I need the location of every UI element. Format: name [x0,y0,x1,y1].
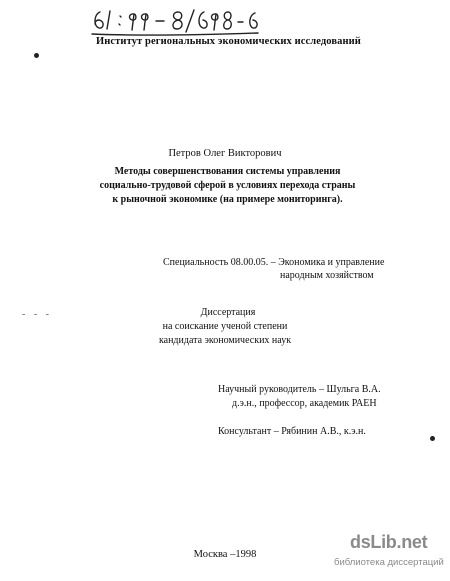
margin-dot [430,436,435,441]
degree-block [0,306,450,348]
margin-marks: - - - [22,309,52,320]
handwritten-archive-code [90,4,260,38]
author-name: Петров Олег Викторович [168,148,282,159]
dissertation-title [90,165,365,207]
consultant-line: Консультант – Рябинин А.В., к.э.н. [218,426,366,437]
title-line: Методы совершенствования системы управления [114,166,341,177]
specialty-line-1: Специальность 08.00.05. – Экономика и управление [163,257,385,268]
degree-line-2: на соискание ученой степени [162,321,288,332]
city-year: Москва –1998 [193,549,257,560]
title-line: к рыночной экономике (на примере мониторинга). [112,194,343,205]
watermark-subtitle: библиотека диссертаций [334,557,444,568]
specialty-block [163,256,384,282]
supervisor-line-1: Научный руководитель – Шульга В.А. [218,384,381,395]
degree-line-3: кандидата экономических наук [158,335,292,346]
supervisor-block [218,383,381,411]
institute-name: Институт региональных экономических исследований [96,36,361,47]
dslib-watermark[interactable] [334,532,450,581]
watermark-logo: dsLib.net [350,532,428,552]
degree-line-1: Диссертация [200,307,256,318]
supervisor-line-2: д.э.н., профессор, академик РАЕН [232,398,377,409]
margin-dot [34,53,39,58]
title-line: социально-трудовой сферой в условиях перехода страны [99,180,356,191]
specialty-line-2: народным хозяйством [280,270,374,281]
